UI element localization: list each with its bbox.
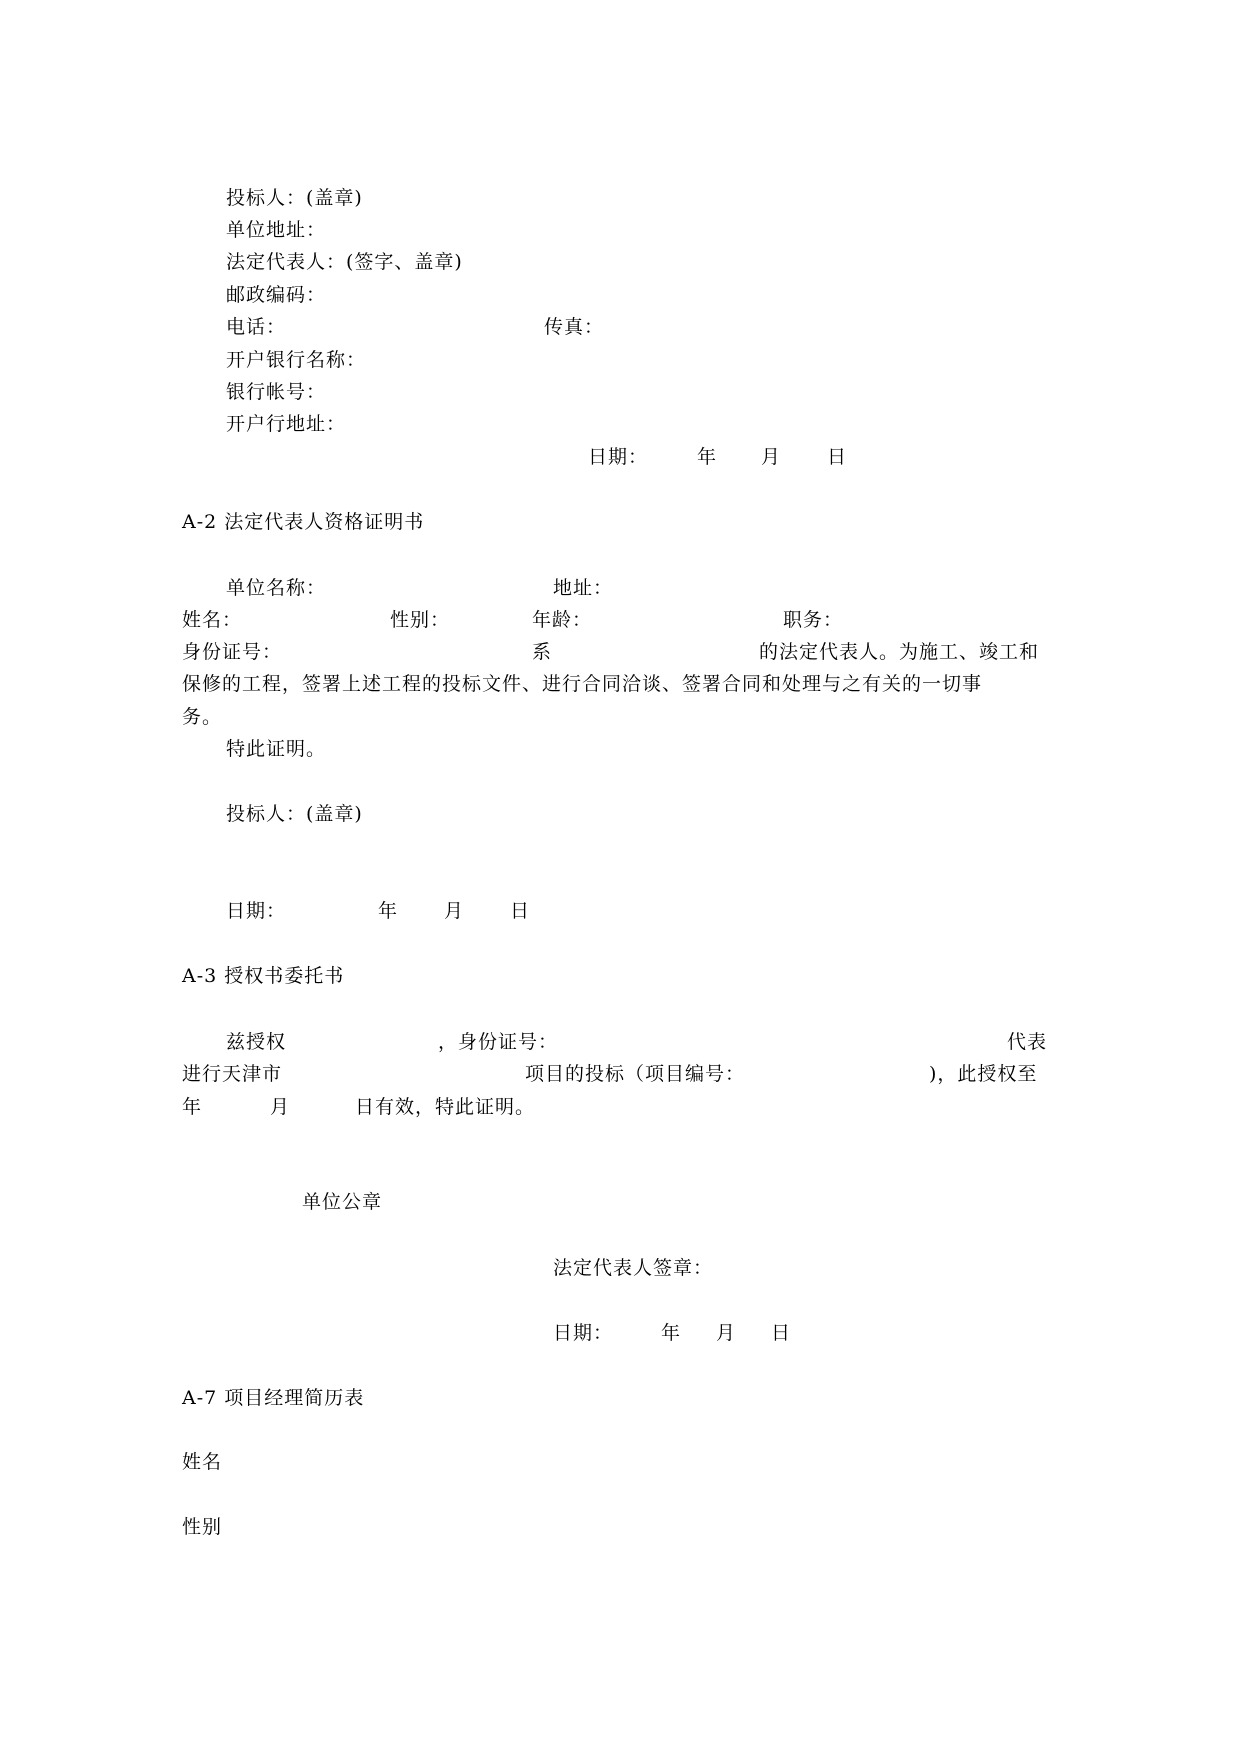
a2-body-line3: 务。 [182, 706, 223, 728]
a2-name: 姓名： [182, 609, 243, 631]
a7-name: 姓名 [182, 1451, 223, 1473]
fax-label: 传真： [544, 316, 605, 338]
a1-date-year: 年 [697, 446, 718, 468]
a3-project-bid: 项目的投标（项目编号： [525, 1063, 746, 1085]
a3-proceed: 进行天津市 [182, 1063, 283, 1085]
a2-gender: 性别： [390, 609, 451, 631]
a1-date-day: 日 [827, 446, 848, 468]
a2-body-line2: 保修的工程，签署上述工程的投标文件、进行合同洽谈、签署合同和处理与之有关的一切事 [182, 673, 983, 695]
a3-represent: 代表 [1007, 1031, 1048, 1053]
a3-date-year: 年 [661, 1322, 682, 1344]
a7-heading: A-7 项目经理简历表 [182, 1387, 365, 1409]
a2-id-no: 身份证号： [182, 641, 283, 663]
a3-legal-sign: 法定代表人签章： [553, 1257, 714, 1279]
a3-authorize: 兹授权 [226, 1031, 287, 1053]
a3-month: 月 [270, 1096, 291, 1118]
bank-account-line: 银行帐号： [226, 381, 327, 403]
unit-address-line: 单位地址： [226, 219, 327, 241]
legal-rep-line: 法定代表人：(签字、盖章) [226, 251, 463, 273]
phone-label: 电话： [226, 316, 287, 338]
a2-heading: A-2 法定代表人资格证明书 [182, 511, 425, 533]
a2-body-line1-tail: 的法定代表人。为施工、竣工和 [759, 641, 1040, 663]
a2-date-year: 年 [378, 900, 399, 922]
postal-code-line: 邮政编码： [226, 284, 327, 306]
bidder-seal-line: 投标人：(盖章) [226, 187, 363, 209]
a1-date-label: 日期： [588, 446, 649, 468]
a3-valid-until: )，此授权至 [929, 1063, 1038, 1085]
a3-id-no: ，身份证号： [438, 1031, 559, 1053]
a2-certify: 特此证明。 [226, 738, 327, 760]
bank-name-line: 开户银行名称： [226, 349, 367, 371]
a3-date-day: 日 [771, 1322, 792, 1344]
a2-date-month: 月 [444, 900, 465, 922]
a3-year: 年 [182, 1096, 203, 1118]
a2-unit-name: 单位名称： [226, 577, 327, 599]
bank-address-line: 开户行地址： [226, 413, 347, 435]
a2-date-label: 日期： [226, 900, 287, 922]
a2-bidder-seal: 投标人：(盖章) [226, 803, 363, 825]
a2-is: 系 [532, 641, 553, 663]
a3-date-month: 月 [716, 1322, 737, 1344]
a7-gender: 性别 [182, 1516, 223, 1538]
a3-unit-seal: 单位公章 [302, 1191, 383, 1213]
a3-date-label: 日期： [553, 1322, 614, 1344]
a2-address: 地址： [553, 577, 614, 599]
a2-date-day: 日 [510, 900, 531, 922]
a2-age: 年龄： [532, 609, 593, 631]
a3-day-valid: 日有效，特此证明。 [355, 1096, 536, 1118]
a2-position: 职务： [783, 609, 844, 631]
a3-heading: A-3 授权书委托书 [182, 965, 345, 987]
a1-date-month: 月 [761, 446, 782, 468]
